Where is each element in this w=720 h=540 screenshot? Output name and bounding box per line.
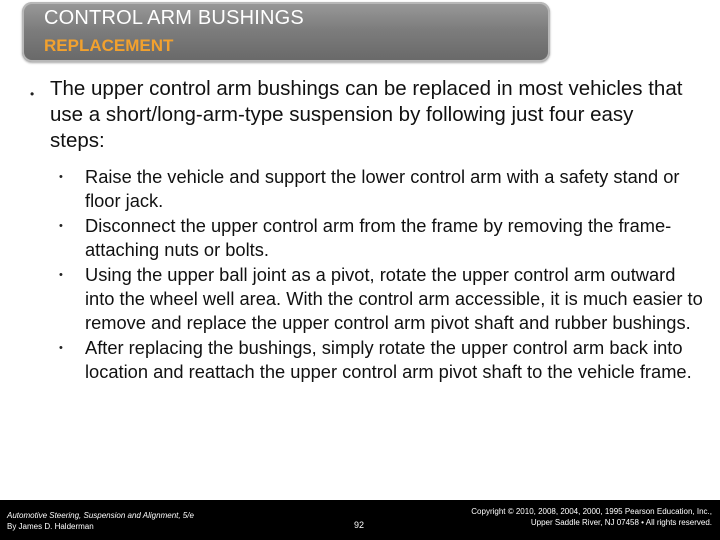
bullet-icon: • xyxy=(59,341,63,354)
bullet-icon: • xyxy=(30,87,35,101)
bullet-icon: • xyxy=(59,219,63,232)
list-item xyxy=(58,214,708,263)
copyright xyxy=(471,506,712,528)
list-item xyxy=(58,263,708,336)
slide-subtitle: REPLACEMENT xyxy=(44,36,174,55)
copyright-line-1: Copyright © 2010, 2008, 2004, 2000, 1995 Pearson Education, Inc., xyxy=(471,507,712,516)
copyright-line-2: Upper Saddle River, NJ 07458 • All rights reserved. xyxy=(530,518,712,527)
step-text: After replacing the bushings, simply rotate the upper control arm back into location and reattach the upper control arm pivot shaft to the vehicle frame. xyxy=(85,336,692,383)
page-number: 92 xyxy=(354,520,365,530)
slide-footer xyxy=(0,500,720,540)
steps-list xyxy=(58,165,708,385)
author: By James D. Halderman xyxy=(7,522,94,531)
list-item xyxy=(58,165,708,214)
step-text: Raise the vehicle and support the lower control arm with a safety stand or floor jack. xyxy=(85,166,680,212)
book-title: Automotive Steering, Suspension and Alignment, 5/e xyxy=(7,511,194,520)
footer-credits xyxy=(7,510,194,532)
step-text: Disconnect the upper control arm from the frame by removing the frame-attaching nuts or bolts. xyxy=(85,214,672,261)
slide-title: CONTROL ARM BUSHINGS xyxy=(44,7,304,29)
step-text: Using the upper ball joint as a pivot, rotate the upper control arm outward into the wheel well area. With the control arm accessible, it is much easier to remove and replace the upper control arm pivot shaft and rubber bushings. xyxy=(85,263,703,334)
main-bullet-text: The upper control arm bushings can be replaced in most vehicles that use a short/long-arm-type suspension by following just four easy steps: xyxy=(50,77,683,152)
bullet-icon: • xyxy=(59,171,63,183)
list-item xyxy=(58,336,708,385)
bullet-icon: • xyxy=(59,268,63,281)
